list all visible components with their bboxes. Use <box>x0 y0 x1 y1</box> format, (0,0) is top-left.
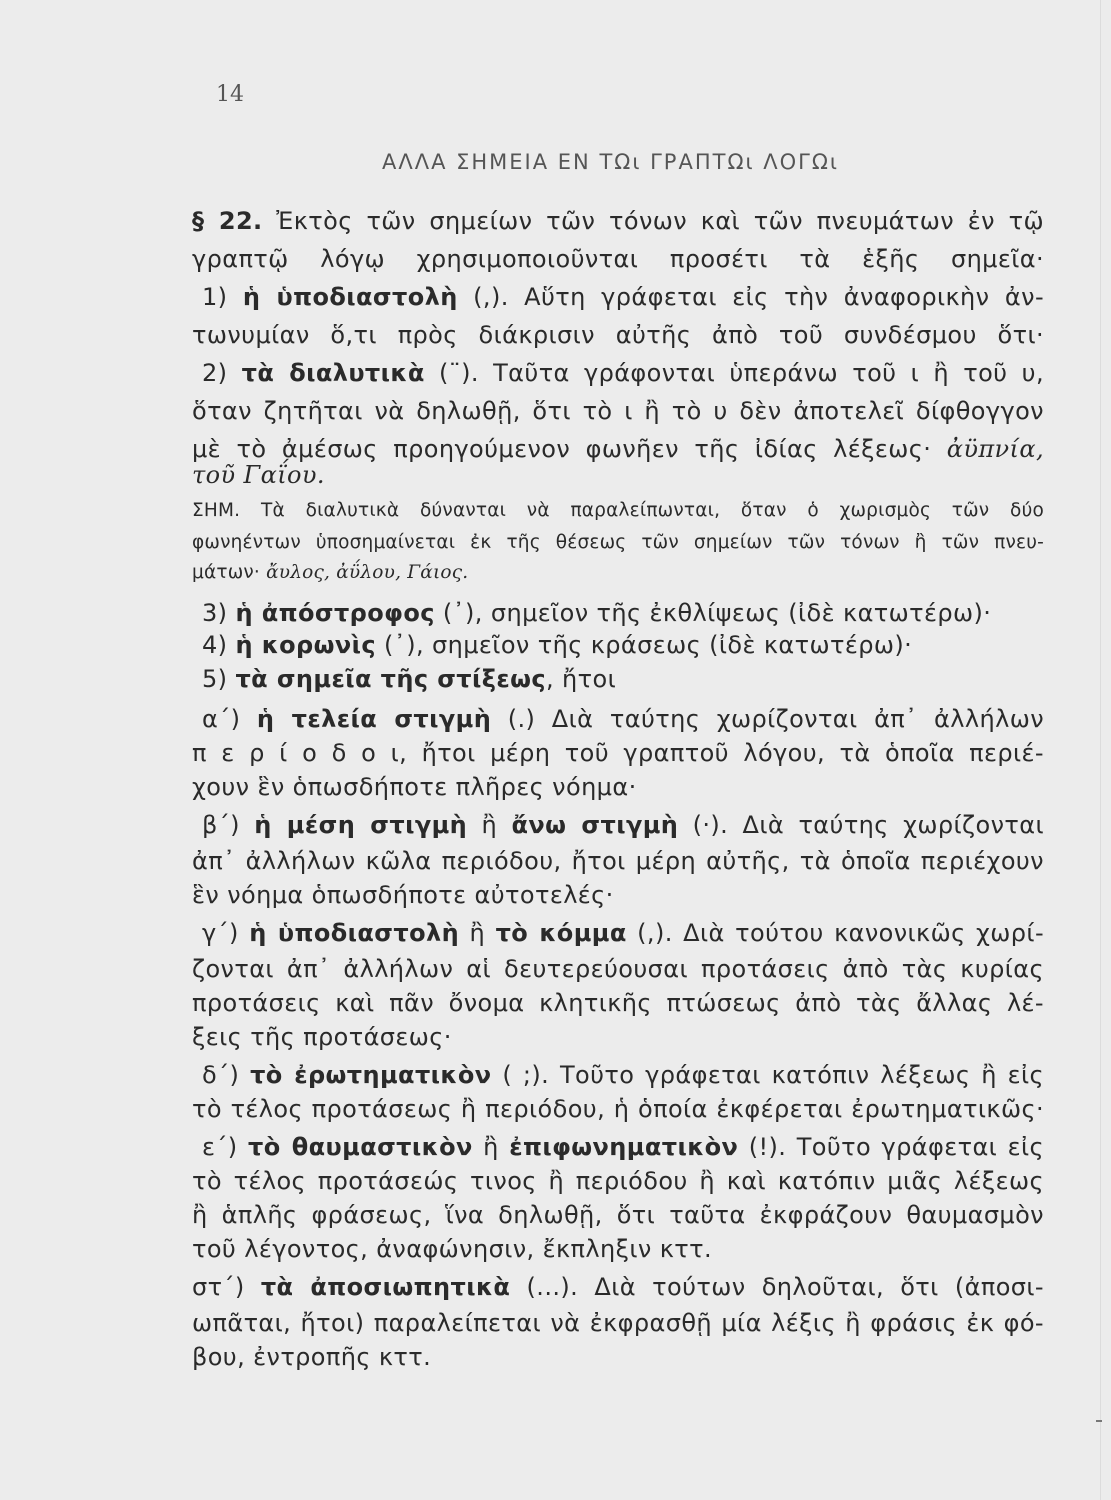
text-span: (.) Διὰ ταύτης χωρίζονται ἀπ᾿ ἀλλήλων <box>491 705 1044 733</box>
term: τὸ θαυμαστικὸν <box>247 1133 473 1161</box>
text-span: (·). Διὰ ταύτης χωρίζονται <box>678 811 1044 839</box>
text-span: 2) <box>202 359 242 387</box>
text-line <box>192 772 1044 802</box>
section-number: § 22. <box>192 207 263 235</box>
text-span: βου, ἐντροπῆς κττ. <box>192 1343 432 1371</box>
term: ἡ ὑποδιαστολὴ <box>249 919 460 947</box>
text-line <box>192 988 1044 1018</box>
text-line <box>202 918 1044 948</box>
text-span: (᾿), σημεῖον τῆς κράσεως (ἰδὲ κατωτέρω)· <box>376 631 913 659</box>
text-line <box>192 1272 1044 1302</box>
text-line <box>202 704 1044 734</box>
text-span: ΣΗΜ. Τὰ διαλυτικὰ δύνανται νὰ παραλείπωνται, ὅταν ὁ χωρισμὸς τῶν δύο <box>192 500 1044 521</box>
text-span: τωνυμίαν ὅ,τι πρὸς διάκρισιν αὐτῆς ἀπὸ τοῦ συνδέσμου ὅτι· <box>192 321 1044 349</box>
text-line <box>192 206 1044 236</box>
term: ἡ ὑποδιαστολὴ <box>242 283 458 311</box>
text-span: (!). Τοῦτο γράφεται εἰς <box>738 1133 1045 1161</box>
term: ἡ τελεία στιγμὴ <box>256 705 492 733</box>
text-span: 3) <box>202 599 236 627</box>
example: ἀϋπνία, <box>946 435 1044 463</box>
term: τὰ σημεῖα τῆς στίξεως <box>235 665 546 693</box>
text-line <box>202 1060 1044 1090</box>
text-line <box>192 1308 1044 1338</box>
text-line <box>192 738 1044 768</box>
text-line <box>192 460 1044 490</box>
text-line <box>192 320 1044 350</box>
text-span: ἢ ἁπλῆς φράσεως, ἵνα δηλωθῇ, ὅτι ταῦτα ἐκφράζουν θαυμασμὸν <box>192 1201 1044 1229</box>
note-line <box>192 496 1044 526</box>
text-line <box>192 954 1044 984</box>
text-line <box>192 1094 1044 1124</box>
text-line <box>192 1342 1044 1372</box>
text-span: (,). Διὰ τούτου κανονικῶς χωρί- <box>626 919 1045 947</box>
term: ἡ κορωνὶς <box>235 631 377 659</box>
text-span: 1) <box>202 283 243 311</box>
text-span: π ε ρ ί ο δ ο ι, ἤτοι μέρη τοῦ γραπτοῦ λόγου, τὰ ὁποῖα περιέ- <box>192 739 1044 767</box>
section-heading: ΑΛΛΑ ΣΗΜΕΙΑ ΕΝ ΤΩι ΓΡΑΠΤΩι ΛΟΓΩι <box>381 150 840 174</box>
page-number: 14 <box>216 82 244 107</box>
term: ἄνω στιγμὴ <box>511 811 679 839</box>
example: ἄυλος, ἀΰλου, Γάιος. <box>266 562 469 583</box>
text-span: ( ;). Τοῦτο γράφεται κατόπιν λέξεως ἢ εἰς <box>491 1061 1044 1089</box>
term: ἡ ἀπόστροφος <box>235 599 435 627</box>
term: ἡ μέση στιγμὴ <box>254 811 468 839</box>
text-span: γραπτῷ λόγῳ χρησιμοποιοῦνται προσέτι τὰ ἑξῆς σημεῖα· <box>192 245 1044 273</box>
note-line <box>192 558 1044 588</box>
term: ἐπιφωνηματικὸν <box>509 1133 739 1161</box>
text-span: χουν ἓν ὁπωσδήποτε πλῆρες νόημα· <box>192 773 637 801</box>
text-line <box>192 244 1044 274</box>
text-span: μὲ τὸ ἀμέσως προηγούμενον φωνῆεν τῆς ἰδίας λέξεως· <box>192 435 947 463</box>
text-line <box>192 1022 1044 1052</box>
text-span: (...). Διὰ τούτων δηλοῦται, ὅτι (ἀποσι- <box>510 1273 1044 1301</box>
text-span: ἢ <box>467 811 512 839</box>
text-span: φωνηέντων ὑποσημαίνεται ἐκ τῆς θέσεως τῶν σημείων τῶν τόνων ἢ τῶν πνευ- <box>192 532 1044 553</box>
text-line <box>192 1166 1044 1196</box>
text-span: τὸ τέλος προτάσεώς τινος ἢ περιόδου ἢ καὶ κατόπιν μιᾶς λέξεως <box>192 1167 1044 1195</box>
page-edge <box>1100 0 1101 1500</box>
text-span: (,). Αὕτη γράφεται εἰς τὴν ἀναφορικὴν ἀν- <box>457 283 1045 311</box>
text-span: γ΄) <box>202 919 250 947</box>
note-line <box>192 528 1044 558</box>
text-span: ἢ <box>472 1133 510 1161</box>
text-line <box>192 1200 1044 1230</box>
text-span: δ΄) <box>202 1061 251 1089</box>
term: τὸ κόμμα <box>495 919 627 947</box>
text-span: μάτων· <box>192 562 267 583</box>
text-line <box>202 598 1044 628</box>
example: τοῦ Γαΐου. <box>192 461 325 489</box>
text-span: τοῦ λέγοντος, ἀναφώνησιν, ἔκπληξιν κττ. <box>192 1235 712 1263</box>
text-span: ἢ <box>459 919 496 947</box>
text-line <box>202 282 1044 312</box>
text-span: ωπᾶται, ἤτοι) παραλείπεται νὰ ἐκφρασθῇ μία λέξις ἢ φράσις ἐκ φό- <box>192 1309 1044 1337</box>
text-span: προτάσεις καὶ πᾶν ὄνομα κλητικῆς πτώσεως ἀπὸ τὰς ἄλλας λέ- <box>192 989 1044 1017</box>
text-span: 4) <box>202 631 236 659</box>
text-span: (¨). Ταῦτα γράφονται ὑπεράνω τοῦ ι ἢ τοῦ υ, <box>424 359 1044 387</box>
text-line <box>202 810 1044 840</box>
text-span: ζονται ἀπ᾿ ἀλλήλων αἱ δευτερεύουσαι προτάσεις ἀπὸ τὰς κυρίας <box>192 955 1044 983</box>
text-line <box>202 630 1044 660</box>
term: τὰ ἀποσιωπητικὰ <box>260 1273 511 1301</box>
text-span: (᾿), σημεῖον τῆς ἐκθλίψεως (ἰδὲ κατωτέρω)· <box>434 599 992 627</box>
text-span: ε΄) <box>202 1133 248 1161</box>
page-edge-mark <box>1096 1420 1102 1422</box>
text-line <box>192 846 1044 876</box>
term: τὰ διαλυτικὰ <box>241 359 425 387</box>
text-span: ὅταν ζητῆται νὰ δηλωθῇ, ὅτι τὸ ι ἢ τὸ υ δὲν ἀποτελεῖ δίφθογγον <box>192 397 1044 425</box>
text-line <box>192 1234 1044 1264</box>
text-span: ἀπ᾿ ἀλλήλων κῶλα περιόδου, ἤτοι μέρη αὐτῆς, τὰ ὁποῖα περιέχουν <box>192 847 1044 875</box>
text-span: 5) <box>202 665 236 693</box>
term: τὸ ἐρωτηματικὸν <box>250 1061 492 1089</box>
text-span: στ΄) <box>192 1273 261 1301</box>
text-span: ξεις τῆς προτάσεως· <box>192 1023 452 1051</box>
text-line <box>192 396 1044 426</box>
text-span: β΄) <box>202 811 255 839</box>
text-span: ἓν νόημα ὁπωσδήποτε αὐτοτελές· <box>192 881 614 909</box>
text-line <box>192 880 1044 910</box>
text-span: Ἐκτὸς τῶν σημείων τῶν τόνων καὶ τῶν πνευμάτων ἐν τῷ <box>262 207 1044 235</box>
text-span: τὸ τέλος προτάσεως ἢ περιόδου, ἡ ὁποία ἐκφέρεται ἐρωτηματικῶς· <box>192 1095 1044 1123</box>
text-line <box>202 358 1044 388</box>
text-span: α΄) <box>202 705 257 733</box>
text-line <box>202 664 1044 694</box>
text-span: , ἤτοι <box>546 665 617 693</box>
text-line <box>202 1132 1044 1162</box>
